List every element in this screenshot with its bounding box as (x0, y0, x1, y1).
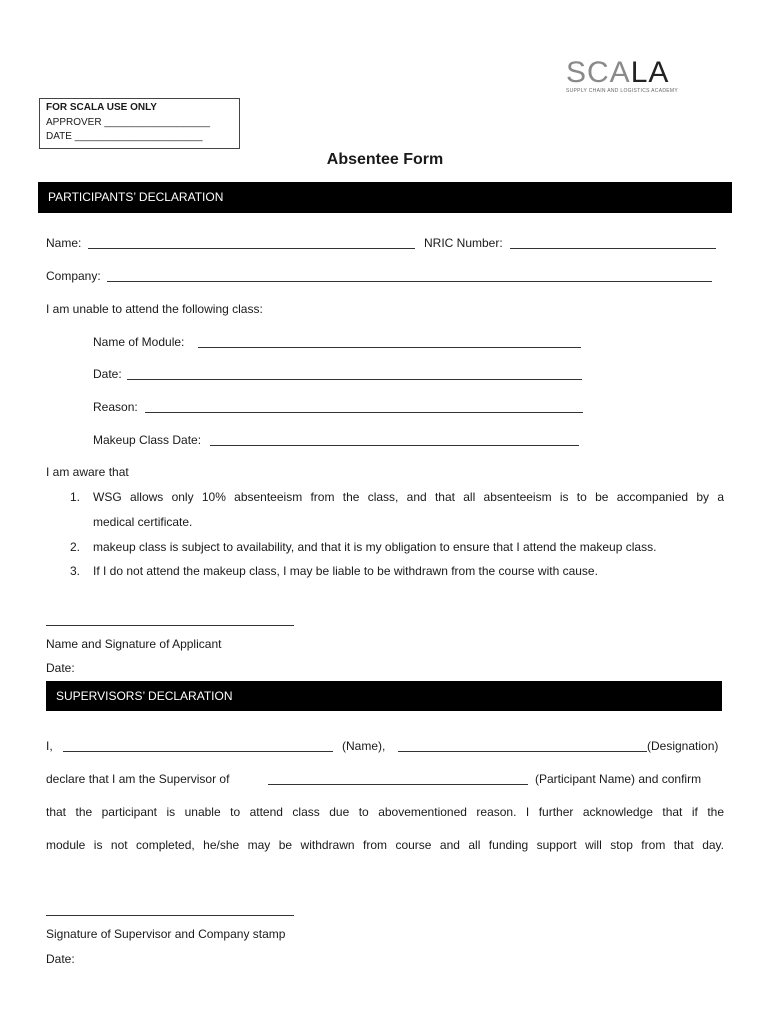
use-box-approver: APPROVER ___________________ (46, 117, 211, 128)
supervisor-i-label: I, (46, 739, 53, 753)
name-label: Name: (46, 236, 82, 250)
declare-text: declare that I am the Supervisor of (46, 772, 230, 786)
logo-text-dark: LA (630, 56, 670, 89)
supervisor-signature-label: Signature of Supervisor and Company stamp (46, 927, 286, 941)
aware-text: I am aware that (46, 465, 129, 479)
list-item-number: 2. (70, 540, 81, 554)
logo-text-light: SCA (566, 56, 631, 89)
applicant-signature-field[interactable] (46, 625, 294, 626)
company-label: Company: (46, 269, 101, 283)
makeup-date-label: Makeup Class Date: (93, 433, 202, 447)
reason-field[interactable] (145, 412, 583, 413)
nric-field[interactable] (510, 248, 716, 249)
class-date-label: Date: (93, 367, 122, 381)
supervisor-signature-field[interactable] (46, 915, 294, 916)
supervisor-name-suffix: (Name), (342, 739, 386, 753)
scala-logo (566, 58, 706, 92)
list-item-text: WSG allows only 10% absenteeism from the class, and that all absenteeism is to be accompanied by a (93, 490, 724, 504)
use-box-heading: FOR SCALA USE ONLY (46, 102, 157, 113)
list-item-number: 1. (70, 490, 81, 504)
list-item-number: 3. (70, 564, 81, 578)
company-field[interactable] (107, 281, 712, 282)
list-item-text: If I do not attend the makeup class, I may be liable to be withdrawn from the course with cause. (93, 564, 598, 578)
applicant-date-label: Date: (46, 661, 75, 675)
acknowledge-text-line2: module is not completed, he/she may be withdrawn from course and all funding support will stop from that day. (46, 838, 724, 852)
supervisor-name-field[interactable] (63, 751, 333, 752)
use-box-date: DATE _______________________ (46, 131, 203, 142)
supervisor-designation-suffix: (Designation) (647, 739, 719, 753)
supervisor-date-label: Date: (46, 952, 75, 966)
supervisors-header-bar (46, 681, 722, 711)
reason-label: Reason: (93, 400, 138, 414)
module-label: Name of Module: (93, 335, 185, 349)
participant-name-field[interactable] (268, 784, 528, 785)
supervisors-header: SUPERVISORS’ DECLARATION (56, 689, 233, 703)
applicant-signature-label: Name and Signature of Applicant (46, 637, 222, 651)
module-field[interactable] (198, 347, 581, 348)
nric-label: NRIC Number: (424, 236, 503, 250)
form-title: Absentee Form (326, 151, 444, 168)
participant-name-suffix: (Participant Name) and confirm (535, 772, 702, 786)
class-date-field[interactable] (127, 379, 582, 380)
list-item-text: makeup class is subject to availability, and that it is my obligation to ensure that I attend the makeup class. (93, 540, 657, 554)
list-item-text-continued: medical certificate. (93, 515, 193, 529)
participants-header: PARTICIPANTS’ DECLARATION (48, 190, 224, 204)
scala-use-only-box (39, 98, 240, 149)
name-field[interactable] (88, 248, 415, 249)
participants-header-bar (38, 182, 732, 213)
acknowledge-text-line1: that the participant is unable to attend class due to abovementioned reason. I further acknowledge that if the (46, 805, 724, 819)
supervisor-designation-field[interactable] (398, 751, 647, 752)
logo-tagline: SUPPLY CHAIN AND LOGISTICS ACADEMY (566, 88, 678, 94)
unable-text: I am unable to attend the following class: (46, 302, 263, 316)
makeup-date-field[interactable] (210, 445, 579, 446)
